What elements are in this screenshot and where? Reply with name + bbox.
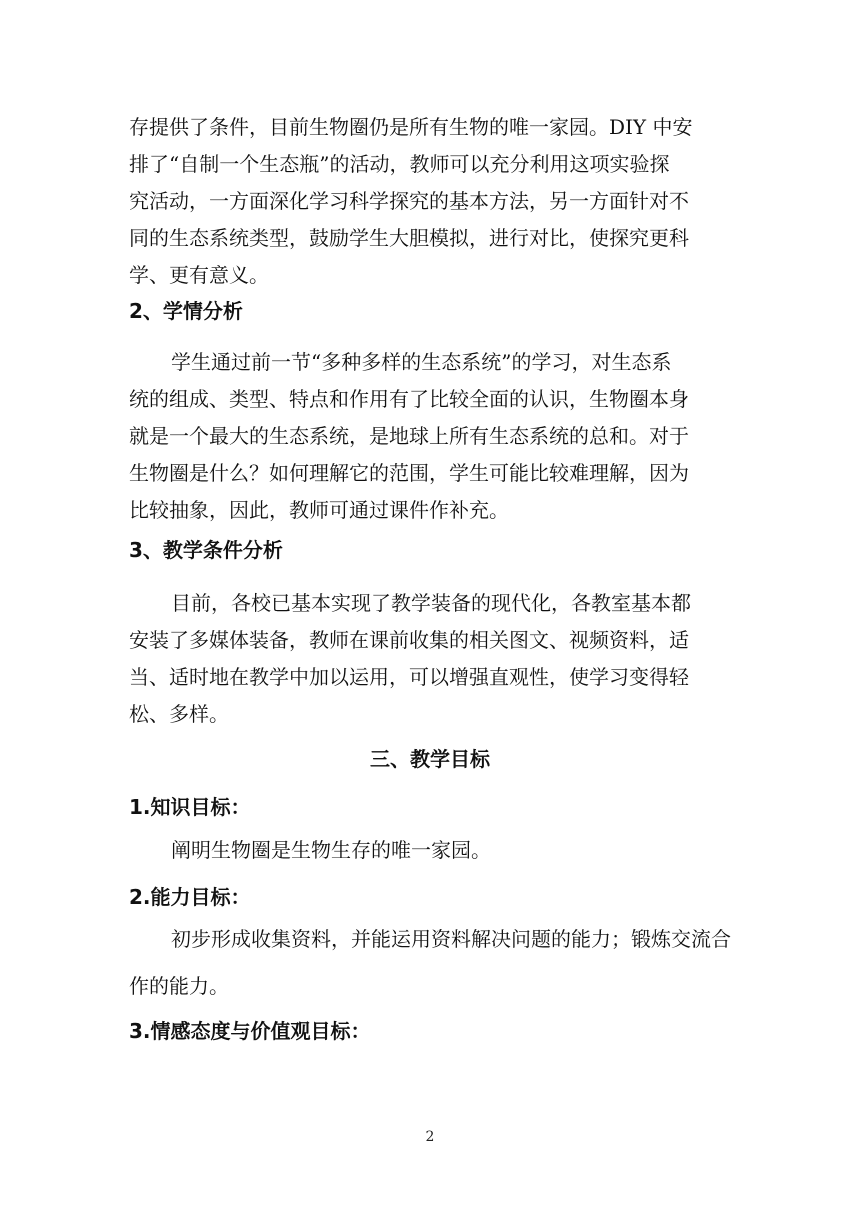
emotion-goal-heading: 3.情感态度与价值观目标： bbox=[129, 1019, 371, 1043]
ability-goal-text-line: 作的能力。 bbox=[129, 974, 229, 998]
paragraph-line: 生物圈是什么？如何理解它的范围，学生可能比较难理解，因为 bbox=[129, 461, 689, 485]
page-number: 2 bbox=[425, 1129, 435, 1145]
section-heading-teaching-conditions: 3、教学条件分析 bbox=[129, 538, 283, 562]
paragraph-line: 存提供了条件，目前生物圈仍是所有生物的唯一家园。DIY 中安 bbox=[129, 115, 693, 139]
teaching-conditions-paragraph bbox=[129, 585, 731, 733]
paragraph-line: 学生通过前一节“多种多样的生态系统”的学习，对生态系 bbox=[171, 350, 672, 374]
paragraph-line: 目前，各校已基本实现了教学装备的现代化，各教室基本都 bbox=[171, 591, 691, 615]
paragraph-line: 究活动，一方面深化学习科学探究的基本方法，另一方面针对不 bbox=[129, 189, 689, 213]
paragraph-line: 统的组成、类型、特点和作用有了比较全面的认识，生物圈本身 bbox=[129, 387, 689, 411]
section-heading-learning-analysis: 2、学情分析 bbox=[129, 299, 243, 323]
paragraph-line: 学、更有意义。 bbox=[129, 263, 269, 287]
ability-goal-heading: 2.能力目标： bbox=[129, 885, 251, 909]
ability-goal-text-line: 初步形成收集资料，并能运用资料解决问题的能力；锻炼交流合 bbox=[171, 927, 731, 951]
knowledge-goal-heading: 1.知识目标： bbox=[129, 795, 251, 819]
paragraph-line: 当、适时地在教学中加以运用，可以增强直观性，使学习变得轻 bbox=[129, 665, 689, 689]
knowledge-goal-text: 阐明生物圈是生物生存的唯一家园。 bbox=[171, 838, 491, 862]
paragraph-line: 松、多样。 bbox=[129, 702, 229, 726]
learning-analysis-paragraph bbox=[129, 344, 731, 529]
intro-paragraph bbox=[129, 109, 731, 294]
paragraph-line: 就是一个最大的生态系统，是地球上所有生态系统的总和。对于 bbox=[129, 424, 689, 448]
section-heading-teaching-goals: 三、教学目标 bbox=[370, 747, 490, 771]
paragraph-line: 安装了多媒体装备，教师在课前收集的相关图文、视频资料，适 bbox=[129, 628, 689, 652]
paragraph-line: 同的生态系统类型，鼓励学生大胆模拟，进行对比，使探究更科 bbox=[129, 226, 689, 250]
paragraph-line: 比较抽象，因此，教师可通过课件作补充。 bbox=[129, 498, 509, 522]
paragraph-line: 排了“自制一个生态瓶”的活动，教师可以充分利用这项实验探 bbox=[129, 152, 670, 176]
